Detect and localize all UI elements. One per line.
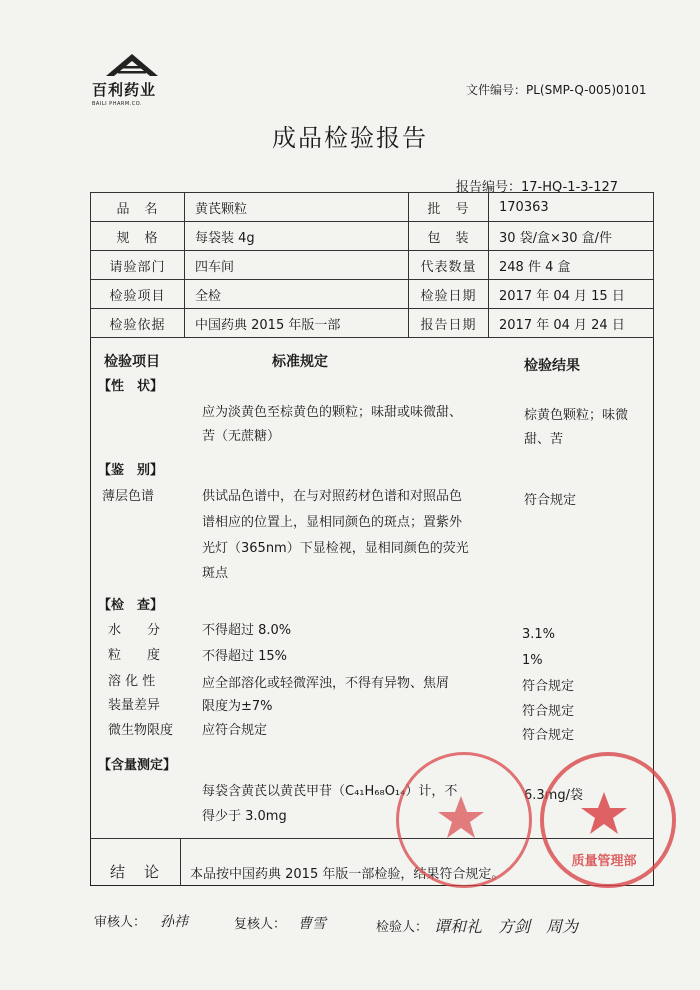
- logo-text-en: BAILI PHARM.CO.: [92, 101, 143, 107]
- inspection-standard: 应全部溶化或轻微浑浊，不得有异物、焦屑: [202, 676, 450, 691]
- inspection-result: 符合规定: [522, 679, 575, 694]
- value-test-date: 2017 年 04 月 15 日: [489, 280, 654, 309]
- value-quantity: 248 件 4 盒: [489, 251, 654, 280]
- section-appearance: 【性 状】: [98, 379, 164, 394]
- label-test-items: 检验项目: [91, 280, 185, 309]
- page-title: 成品检验报告: [272, 124, 428, 152]
- assay-standard-line1: 每袋含黄芪以黄芪甲苷（C₄₁H₆₈O₁₄）计，不: [202, 784, 458, 799]
- identification-standard-line3: 光灯（365nm）下显检视，显相同颜色的荧光: [202, 541, 469, 556]
- table-row: [91, 251, 654, 280]
- section-inspection: 【检 查】: [98, 598, 164, 613]
- label-report-date: 报告日期: [409, 309, 489, 338]
- file-number: 文件编号：PL(SMP-Q-005)0101: [466, 83, 647, 97]
- column-header-result: 检验结果: [524, 358, 580, 374]
- qa-seal-text: 质量管理部: [571, 854, 637, 869]
- inspector-label: 检验人：: [376, 920, 429, 935]
- label-spec: 规 格: [91, 222, 185, 251]
- label-batch-no: 批 号: [409, 193, 489, 222]
- table-row: [91, 193, 654, 222]
- value-spec: 每袋装 4g: [185, 222, 409, 251]
- conclusion-text: 本品按中国药典 2015 年版一部检验，结果符合规定。: [190, 867, 505, 882]
- reviewer-signature: 孙祎: [160, 914, 188, 930]
- divider: [180, 838, 181, 886]
- rechecker-label: 复核人：: [234, 917, 287, 932]
- inspection-standard: 限度为±7%: [202, 699, 273, 714]
- company-logo: [92, 52, 172, 107]
- qa-department-stamp: [540, 752, 676, 888]
- reviewer-label: 审核人：: [94, 915, 147, 930]
- value-test-items: 全检: [185, 280, 409, 309]
- value-request-dept: 四车间: [185, 251, 409, 280]
- table-row: [91, 309, 654, 338]
- assay-standard-line2: 得少于 3.0mg: [202, 809, 287, 824]
- section-assay: 【含量测定】: [98, 758, 177, 773]
- identification-item: 薄层色谱: [102, 489, 155, 504]
- value-test-basis: 中国药典 2015 年版一部: [185, 309, 409, 338]
- label-quantity: 代表数量: [409, 251, 489, 280]
- value-product-name: 黄芪颗粒: [185, 193, 409, 222]
- label-product-name: 品 名: [91, 193, 185, 222]
- inspection-item: 溶 化 性: [108, 674, 156, 689]
- inspection-result: 符合规定: [522, 728, 575, 743]
- label-packaging: 包 装: [409, 222, 489, 251]
- assay-result: 6.3mg/袋: [524, 788, 583, 803]
- column-header-item: 检验项目: [104, 354, 160, 370]
- table-row: [91, 280, 654, 309]
- rechecker-signature: 曹雪: [298, 916, 326, 932]
- inspection-standard: 不得超过 8.0%: [202, 623, 292, 638]
- label-request-dept: 请验部门: [91, 251, 185, 280]
- report-number: 报告编号：17-HQ-1-3-127: [456, 180, 619, 195]
- inspection-result: 符合规定: [522, 704, 575, 719]
- inspection-item: 微生物限度: [108, 723, 174, 738]
- identification-standard-line2: 谱相应的位置上，显相同颜色的斑点；置紫外: [202, 515, 463, 530]
- label-test-basis: 检验依据: [91, 309, 185, 338]
- company-seal-stamp: [396, 752, 532, 888]
- inspection-item: 装量差异: [108, 698, 161, 713]
- appearance-standard-line2: 苦（无蔗糖）: [202, 429, 281, 444]
- appearance-result-line1: 棕黄色颗粒；味微: [524, 408, 629, 423]
- column-header-standard: 标准规定: [272, 354, 328, 370]
- appearance-standard-line1: 应为淡黄色至棕黄色的颗粒；味甜或味微甜、: [202, 405, 463, 420]
- identification-standard-line4: 斑点: [202, 566, 229, 581]
- logo-mark-icon: [104, 52, 160, 78]
- label-test-date: 检验日期: [409, 280, 489, 309]
- star-icon: [396, 752, 526, 882]
- section-identification: 【鉴 别】: [98, 463, 164, 478]
- inspection-result: 1%: [522, 653, 543, 668]
- appearance-result-line2: 甜、苦: [524, 432, 564, 447]
- inspection-result: 3.1%: [522, 627, 556, 642]
- inspection-standard: 不得超过 15%: [202, 649, 288, 664]
- value-batch-no: 170363: [489, 193, 654, 222]
- identification-result: 符合规定: [524, 493, 577, 508]
- inspector-signature: 谭和礼 方剑 周为: [434, 917, 579, 936]
- logo-text-cn: 百利药业: [92, 81, 157, 99]
- identification-standard-line1: 供试品色谱中，在与对照药材色谱和对照品色: [202, 489, 463, 504]
- inspection-item: 粒 度: [108, 648, 161, 663]
- value-report-date: 2017 年 04 月 24 日: [489, 309, 654, 338]
- inspection-item: 水 分: [108, 623, 161, 638]
- value-packaging: 30 袋/盒×30 盒/件: [489, 222, 654, 251]
- table-row: [91, 222, 654, 251]
- inspection-standard: 应符合规定: [202, 723, 268, 738]
- conclusion-label: 结 论: [110, 863, 162, 881]
- header-table: [90, 192, 654, 338]
